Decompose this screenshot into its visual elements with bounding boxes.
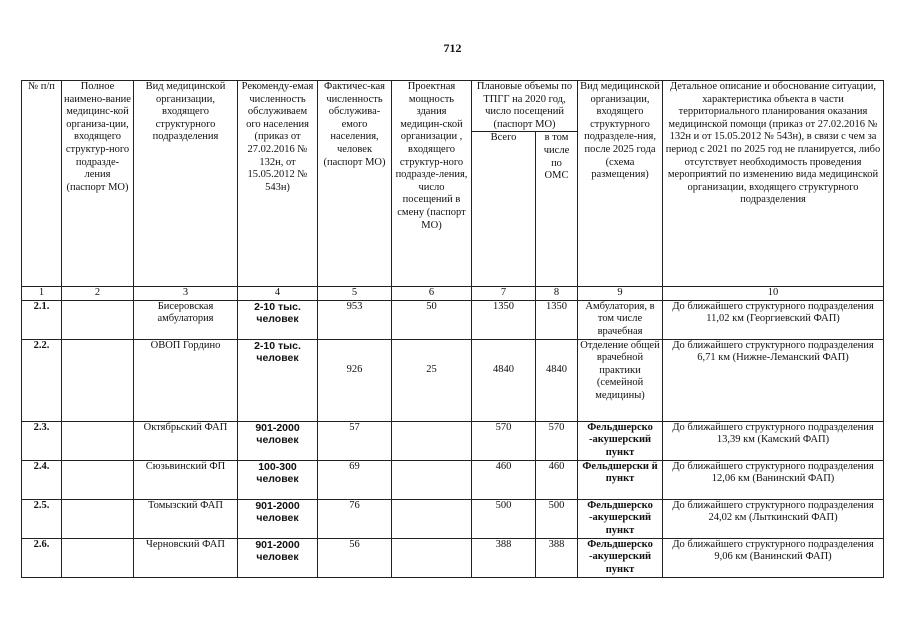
header-capacity: Проектная мощность здания медицин-ской организации , входящего структур-ного подразде-ления, число посещений в смену (паспорт МО) (392, 81, 472, 287)
column-number: 3 (134, 287, 238, 301)
page-number: 712 (443, 41, 462, 55)
row-oms: 1350 (536, 300, 578, 339)
table-row (22, 460, 884, 499)
row-org-type: Бисеровская амбулатория (134, 300, 238, 339)
header-row (22, 81, 884, 132)
header-num: № п/п (22, 81, 62, 287)
row-number: 2.6. (22, 538, 62, 577)
column-number: 8 (536, 287, 578, 301)
row-oms: 460 (536, 460, 578, 499)
column-number: 10 (663, 287, 884, 301)
row-full-name (62, 499, 134, 538)
row-type-after-2025: Фельдшерско -акушерский пункт (578, 499, 663, 538)
row-number: 2.2. (22, 339, 62, 421)
facilities-table (21, 80, 884, 578)
row-capacity (392, 538, 472, 577)
row-total: 388 (472, 538, 536, 577)
header-org-type: Вид медицинской организации, входящего структурного подразделения (134, 81, 238, 287)
row-full-name (62, 339, 134, 421)
table-row (22, 499, 884, 538)
header-description: Детальное описание и обоснование ситуации, характеристика объекта в части территориального планирования оказания медицинской помощи (приказ от 27.02.2016 № 132н и от 15.05.2012 № 543н), в связи с чем за период с 2021 по 2025 год не планируется, либо отсутствует необходимость проведения мероприятий по изменению вида медицинской организации, входящего структурного подразделения (663, 81, 884, 287)
row-actual: 76 (318, 499, 392, 538)
row-full-name (62, 300, 134, 339)
table-row (22, 538, 884, 577)
header-type-after-2025: Вид медицинской организации, входящего структурного подразделе-ния, после 2025 года (схема размещения) (578, 81, 663, 287)
row-actual: 926 (318, 339, 392, 421)
row-recommended: 100-300 человек (238, 460, 318, 499)
row-type-after-2025: Отделение общей врачебной практики (семейной медицины) (578, 339, 663, 421)
table-row (22, 339, 884, 421)
row-org-type: Томызский ФАП (134, 499, 238, 538)
row-total: 4840 (472, 339, 536, 421)
row-type-after-2025: Амбулатория, в том числе врачебная (578, 300, 663, 339)
row-full-name (62, 460, 134, 499)
row-recommended: 2-10 тыс. человек (238, 300, 318, 339)
row-actual: 57 (318, 421, 392, 460)
row-total: 1350 (472, 300, 536, 339)
row-capacity: 25 (392, 339, 472, 421)
row-org-type: Черновский ФАП (134, 538, 238, 577)
header-planned-volumes: Плановые объемы по ТПГГ на 2020 год, число посещений (паспорт МО) (472, 81, 578, 132)
row-actual: 69 (318, 460, 392, 499)
column-number: 7 (472, 287, 536, 301)
row-recommended: 901-2000 человек (238, 499, 318, 538)
row-full-name (62, 538, 134, 577)
column-number: 4 (238, 287, 318, 301)
column-number-row (22, 287, 884, 301)
row-total: 500 (472, 499, 536, 538)
row-number: 2.4. (22, 460, 62, 499)
row-number: 2.3. (22, 421, 62, 460)
column-number: 1 (22, 287, 62, 301)
row-capacity (392, 460, 472, 499)
column-number: 5 (318, 287, 392, 301)
row-total: 460 (472, 460, 536, 499)
row-recommended: 901-2000 человек (238, 538, 318, 577)
row-description: До ближайшего структурного подразделения 13,39 км (Камский ФАП) (663, 421, 884, 460)
row-recommended: 901-2000 человек (238, 421, 318, 460)
row-capacity: 50 (392, 300, 472, 339)
row-description: До ближайшего структурного подразделения 11,02 км (Георгиевский ФАП) (663, 300, 884, 339)
header-total: Всего (472, 132, 536, 287)
row-capacity (392, 499, 472, 538)
row-actual: 56 (318, 538, 392, 577)
row-description: До ближайшего структурного подразделения 6,71 км (Нижне-Леманский ФАП) (663, 339, 884, 421)
row-oms: 570 (536, 421, 578, 460)
column-number: 2 (62, 287, 134, 301)
row-actual: 953 (318, 300, 392, 339)
row-description: До ближайшего структурного подразделения 12,06 км (Ванинский ФАП) (663, 460, 884, 499)
table-row (22, 421, 884, 460)
row-description: До ближайшего структурного подразделения 24,02 км (Лыткинский ФАП) (663, 499, 884, 538)
table-row (22, 300, 884, 339)
row-org-type: Сюзьвинский ФП (134, 460, 238, 499)
header-actual-population: Фактичес-кая численность обслужива-емого населения, человек (паспорт МО) (318, 81, 392, 287)
row-capacity (392, 421, 472, 460)
row-number: 2.5. (22, 499, 62, 538)
row-oms: 4840 (536, 339, 578, 421)
column-number: 6 (392, 287, 472, 301)
row-oms: 500 (536, 499, 578, 538)
row-full-name (62, 421, 134, 460)
row-number: 2.1. (22, 300, 62, 339)
row-type-after-2025: Фельдшерски й пункт (578, 460, 663, 499)
row-description: До ближайшего структурного подразделения 9,06 км (Ванинский ФАП) (663, 538, 884, 577)
row-org-type: ОВОП Гордино (134, 339, 238, 421)
row-type-after-2025: Фельдшерско -акушерский пункт (578, 538, 663, 577)
column-number: 9 (578, 287, 663, 301)
row-recommended: 2-10 тыс. человек (238, 339, 318, 421)
row-oms: 388 (536, 538, 578, 577)
header-full-name: Полное наимено-вание медицинс-кой организа-ции, входящего структур-ного подразде-ления (паспорт МО) (62, 81, 134, 287)
header-recommended-population: Рекоменду-емая численность обслуживаем ого населения (приказ от 27.02.2016 № 132н, от 15.05.2012 № 543н) (238, 81, 318, 287)
row-org-type: Октябрьский ФАП (134, 421, 238, 460)
header-oms: в том числе по ОМС (536, 132, 578, 287)
row-type-after-2025: Фельдшерско -акушерский пункт (578, 421, 663, 460)
row-total: 570 (472, 421, 536, 460)
